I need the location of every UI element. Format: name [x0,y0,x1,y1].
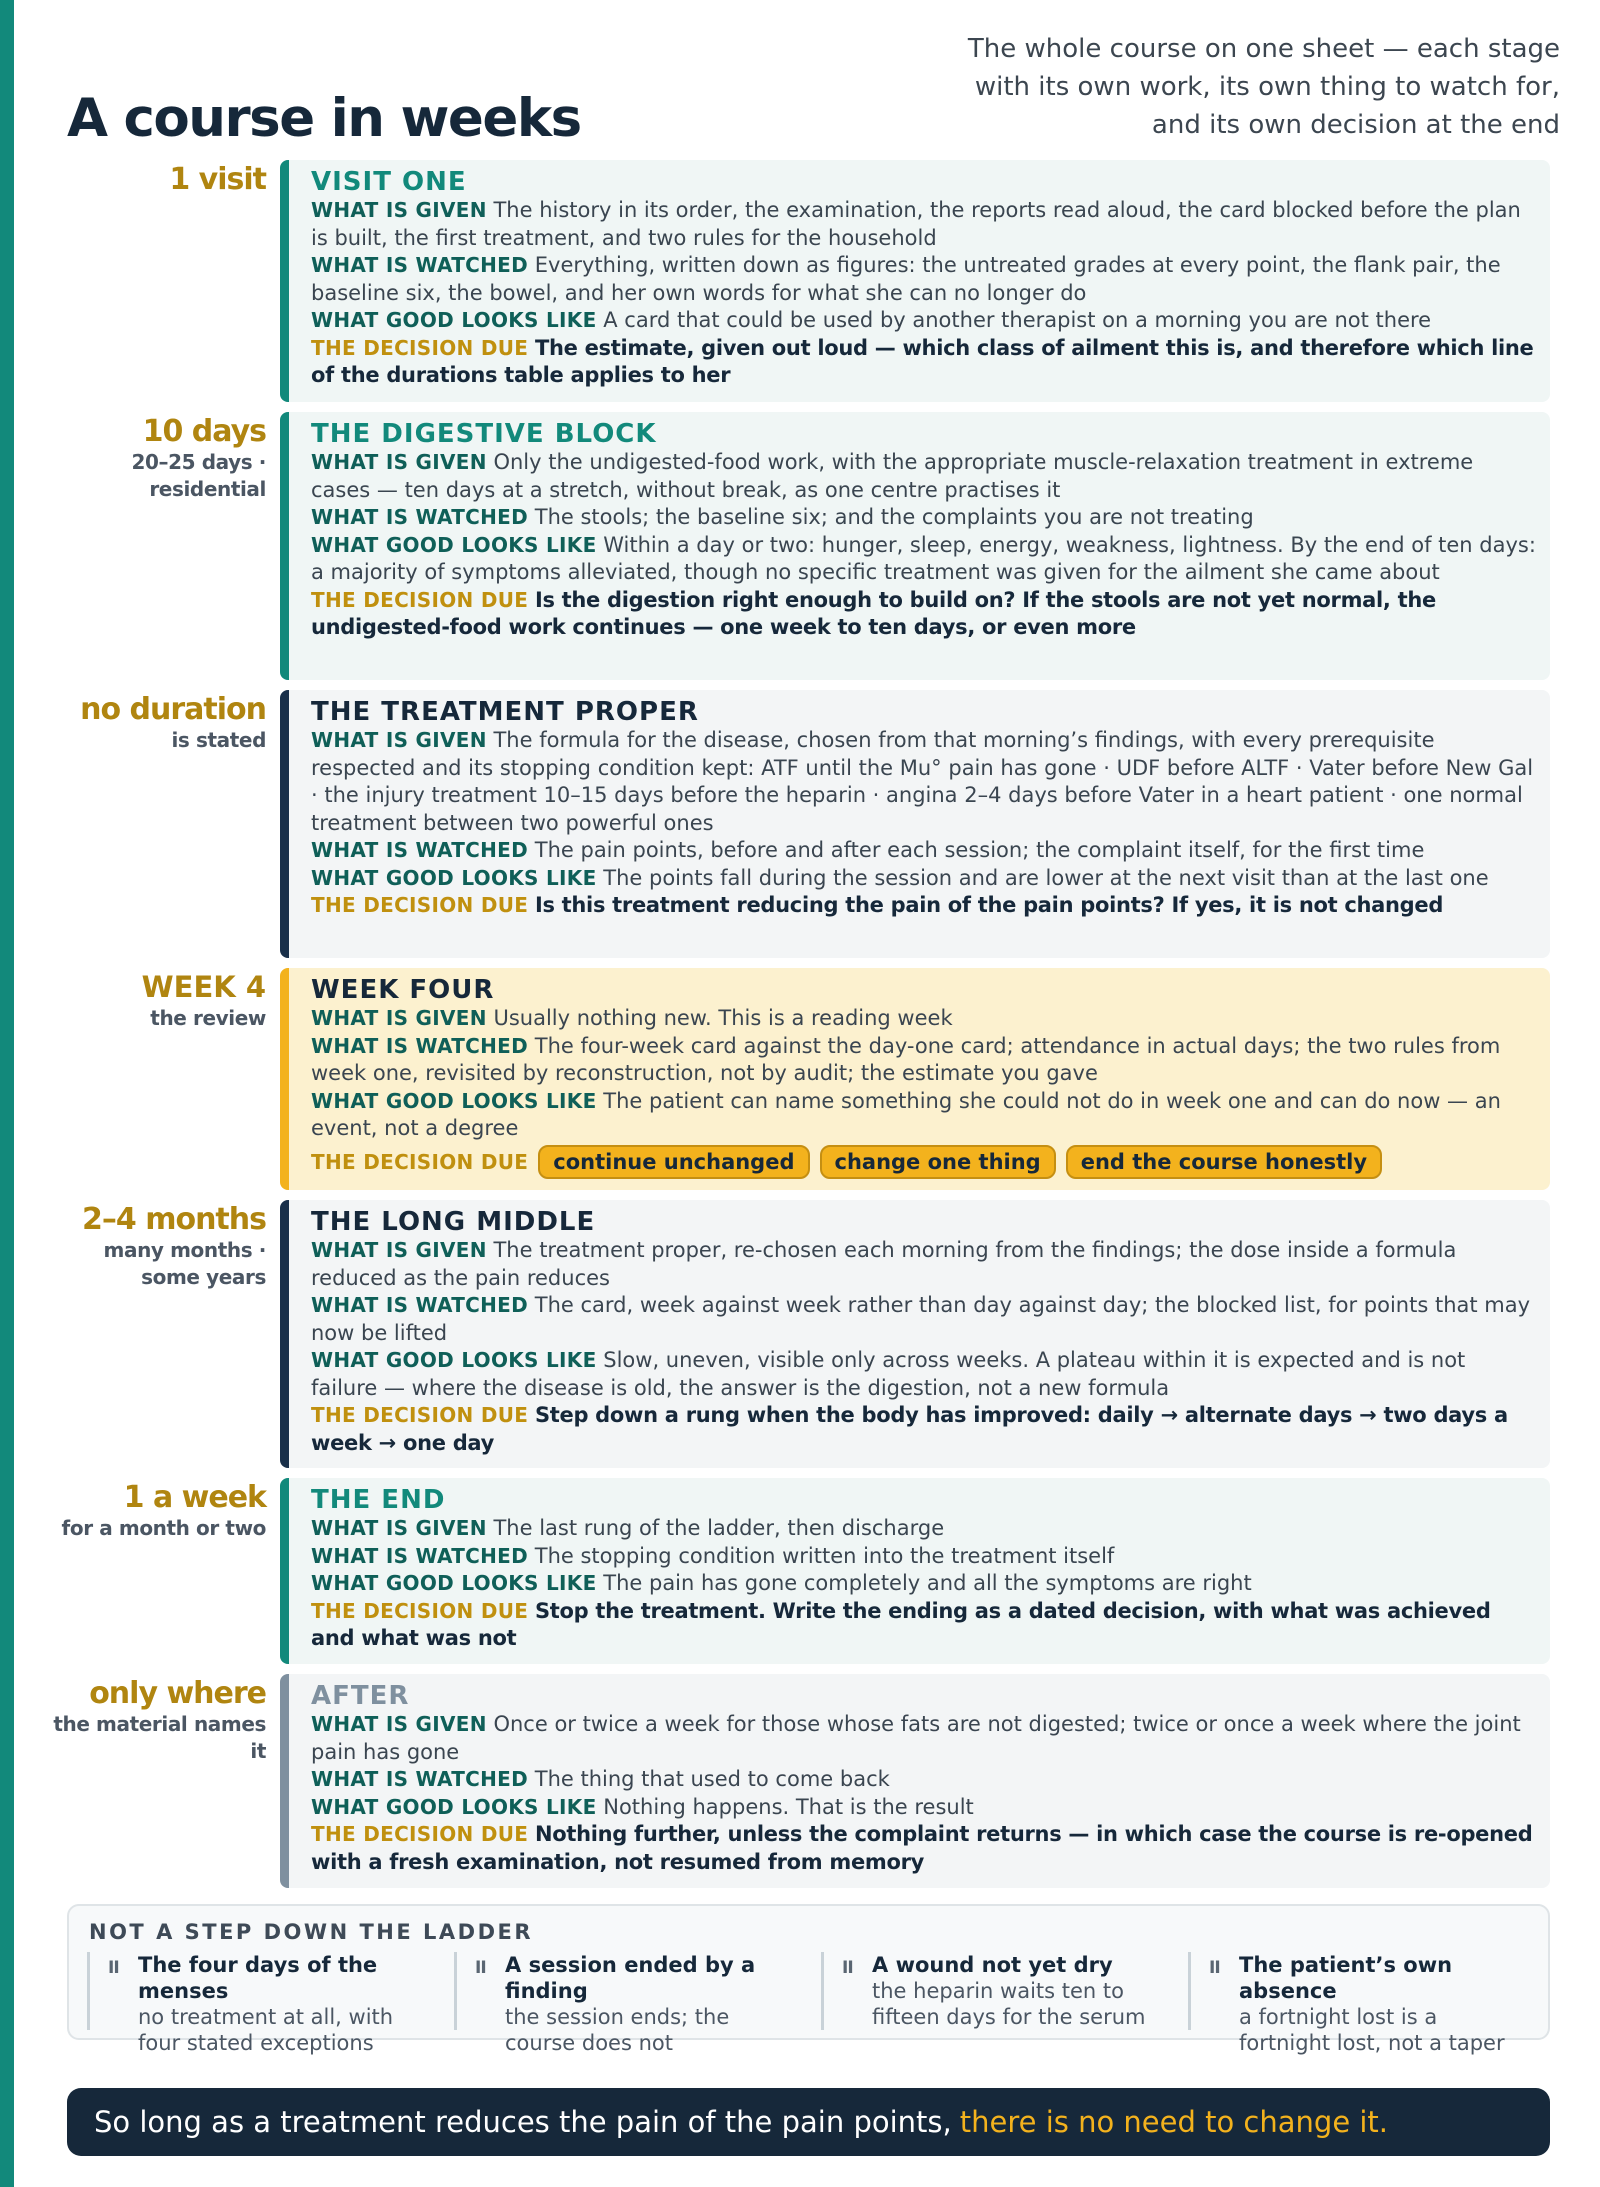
watched-key: WHAT IS WATCHED [311,1033,529,1058]
given-row [311,1711,1536,1766]
duration-main: 10 days [142,414,266,449]
stage-title: VISIT ONE [311,167,467,197]
decision-text: Is this treatment reducing the pain of the pain points? If yes, it is not changed [534,893,1444,917]
duration-main: no duration [80,692,266,727]
good-key: WHAT GOOD LOOKS LIKE [311,1088,597,1113]
good-row [311,1794,1536,1822]
good-key: WHAT GOOD LOOKS LIKE [311,1348,597,1372]
given-row [311,197,1536,252]
decision-key: THE DECISION DUE [311,1822,529,1846]
item-text: no treatment at all, with four stated exceptions [138,2005,394,2055]
given-key: WHAT IS GIVEN [311,198,487,222]
decision-key: THE DECISION DUE [311,1598,529,1623]
given-row [311,1005,1536,1033]
good-text: The points fall during the session and are lower at the next visit than at the last one [603,865,1489,890]
given-text: Only the undigested-food work, with the appropriate muscle-relaxation treatment in extreme cases — ten days at a stretch, without break, as one centre practises it [311,450,1474,502]
decision-row [311,1145,1536,1179]
not-a-step-title: NOT A STEP DOWN THE LADDER [89,1920,534,1944]
decision-text: The estimate, given out loud — which class of ailment this is, and therefore which line of the durations table applies to her [311,335,1534,387]
stage-title: AFTER [311,1681,410,1711]
duration-sub: many months · some years [103,1238,266,1289]
watched-text: The stopping condition written into the treatment itself [534,1543,1115,1568]
watched-row [311,252,1536,307]
watched-row [311,1766,1536,1794]
page-header [67,30,1560,160]
good-row [311,1570,1536,1598]
given-text: Once or twice a week for those whose fats are not digested; twice or once a week where the joint pain has gone [311,1712,1521,1764]
duration-sub: for a month or two [61,1516,266,1540]
decision-text: Is the digestion right enough to build on? If the stools are not yet normal, the undigested-food work continues — one week to ten days, or even more [311,587,1436,639]
item-heading: The four days of the menses [138,1953,378,2003]
footer-highlight: there is no need to change it. [959,2105,1389,2139]
watched-row [311,1543,1536,1571]
duration-main: 2–4 months [82,1202,266,1237]
given-key: WHAT IS GIVEN [311,728,487,752]
given-text: The last rung of the ladder, then discharge [493,1516,945,1540]
pause-icon: II [475,1958,486,1978]
watched-text: The four-week card against the day-one card; attendance in actual days; the two rules from week one, revisited by reconstruction, not by audit; the estimate you gave [311,1033,1501,1085]
stage-duration-label [40,1202,266,1291]
pause-icon: II [1209,1958,1220,1978]
good-text: The pain has gone completely and all the symptoms are right [603,1571,1252,1595]
item-heading: A session ended by a finding [505,1953,756,2003]
given-text: The history in its order, the examination, the reports read aloud, the card blocked before the plan is built, the first treatment, and two rules for the household [311,198,1521,250]
good-row [311,1088,1536,1143]
not-a-step-item [87,1952,417,2055]
pause-icon: II [842,1958,853,1978]
item-text: a fortnight lost is a fortnight lost, not a taper [1239,2005,1505,2055]
watched-text: Everything, written down as figures: the untreated grades at every point, the flank pair, the baseline six, the bowel, and her own words for what she can no longer do [311,253,1501,305]
stage-card [280,1200,1550,1468]
stage-duration-label [40,1480,266,1542]
decision-row [311,1598,1536,1653]
stage-duration-label [40,162,266,197]
good-row [311,307,1536,335]
stage-title: THE TREATMENT PROPER [311,697,699,727]
duration-sub: 20–25 days · residential [131,450,266,501]
duration-main: 1 visit [169,162,266,197]
footer-text: So long as a treatment reduces the pain of the pain points, [94,2105,952,2139]
decision-option-continue: continue unchanged [538,1145,809,1179]
given-key: WHAT IS GIVEN [311,450,487,474]
watched-text: The pain points, before and after each session; the complaint itself, for the first time [534,838,1425,862]
stage-card [280,1674,1550,1888]
duration-sub: the material names it [53,1712,266,1763]
stage-card [280,160,1550,402]
given-key: WHAT IS GIVEN [311,1712,487,1736]
given-key: WHAT IS GIVEN [311,1006,487,1030]
given-row [311,1515,1536,1543]
watched-key: WHAT IS WATCHED [311,1767,529,1791]
stage-duration-label [40,692,266,754]
stage-duration-label [40,970,266,1032]
stage-duration-label [40,1676,266,1765]
stage-card [280,968,1550,1190]
decision-key: THE DECISION DUE [311,893,529,917]
page-title: A course in weeks [67,88,581,149]
stage-title: THE DIGESTIVE BLOCK [311,419,657,449]
duration-main: WEEK 4 [141,970,266,1004]
good-key: WHAT GOOD LOOKS LIKE [311,865,597,890]
good-key: WHAT GOOD LOOKS LIKE [311,308,597,332]
watched-key: WHAT IS WATCHED [311,253,529,277]
decision-text: Stop the treatment. Write the ending as a dated decision, with what was achieved and what was not [311,1598,1491,1650]
decision-key: THE DECISION DUE [311,587,529,612]
good-key: WHAT GOOD LOOKS LIKE [311,1571,597,1595]
given-text: The treatment proper, re-chosen each morning from the findings; the dose inside a formula reduced as the pain reduces [311,1238,1457,1290]
given-key: WHAT IS GIVEN [311,1516,487,1540]
good-text: Nothing happens. That is the result [603,1794,974,1819]
decision-row [311,1821,1536,1876]
watched-text: The thing that used to come back [534,1767,890,1791]
decision-row [311,892,1536,920]
not-a-step-item [1188,1952,1518,2055]
good-text: The patient can name something she could not do in week one and can do now — an event, not a degree [311,1088,1501,1140]
item-text: the heparin waits ten to fifteen days for the serum [872,1979,1146,2029]
stage-card [280,412,1550,680]
stage-card [280,690,1550,958]
good-row [311,532,1536,587]
decision-text: Step down a rung when the body has improved: daily → alternate days → two days a week → one day [311,1403,1508,1455]
given-key: WHAT IS GIVEN [311,1238,487,1262]
item-text: the session ends; the course does not [505,2005,730,2055]
given-row [311,727,1536,837]
good-text: A card that could be used by another therapist on a morning you are not there [603,308,1432,332]
decision-option-end: end the course honestly [1066,1145,1382,1179]
footer-banner [67,2088,1550,2156]
watched-row [311,837,1536,865]
decision-row [311,335,1536,390]
given-text: The formula for the disease, chosen from that morning’s findings, with every prerequisite respected and its stopping condition kept: ATF until the Mu° pain has gone · UDF before ALTF · Vater before New Gal · the injury treatment 10–15 days before the heparin · angina 2–4 days before Vater in a heart patient · one normal treatment between two powerful ones [311,728,1534,835]
watched-key: WHAT IS WATCHED [311,505,529,529]
good-key: WHAT GOOD LOOKS LIKE [311,532,597,557]
watched-key: WHAT IS WATCHED [311,1543,529,1568]
pause-icon: II [108,1958,119,1978]
side-accent-band [0,0,14,2187]
stage-duration-label [40,414,266,503]
decision-text: Nothing further, unless the complaint returns — in which case the course is re-opened with a fresh examination, not resumed from memory [311,1822,1533,1874]
watched-row [311,1033,1536,1088]
not-a-step-item [821,1952,1151,2030]
watched-row [311,504,1536,532]
good-key: WHAT GOOD LOOKS LIKE [311,1794,597,1819]
decision-key: THE DECISION DUE [311,1149,529,1174]
decision-row [311,587,1536,642]
item-heading: The patient’s own absence [1239,1953,1453,2003]
stage-card [280,1478,1550,1664]
page-intro: The whole course on one sheet — each stage with its own work, its own thing to watch for, and its own decision at the end [967,34,1560,140]
decision-key: THE DECISION DUE [311,1403,529,1427]
given-row [311,449,1536,504]
watched-row [311,1292,1536,1347]
not-a-step-panel [67,1904,1550,2055]
watched-key: WHAT IS WATCHED [311,838,529,862]
decision-option-change: change one thing [820,1145,1056,1179]
decision-row [311,1402,1536,1457]
stage-title: WEEK FOUR [311,975,495,1005]
duration-sub: is stated [171,728,266,752]
good-text: Within a day or two: hunger, sleep, energy, weakness, lightness. By the end of ten days: a majority of symptoms alleviated, though no specific treatment was given for the ailment she came about [311,532,1536,584]
given-text: Usually nothing new. This is a reading week [493,1006,953,1030]
good-row [311,1347,1536,1402]
duration-sub: the review [150,1006,266,1030]
good-text: Slow, uneven, visible only across weeks. A plateau within it is expected and is not failure — where the disease is old, the answer is the digestion, not a new formula [311,1348,1466,1400]
given-row [311,1237,1536,1292]
duration-main: 1 a week [123,1480,266,1515]
decision-key: THE DECISION DUE [311,335,529,360]
watched-text: The stools; the baseline six; and the complaints you are not treating [534,505,1254,529]
duration-main: only where [89,1676,266,1711]
stage-title: THE END [311,1485,446,1515]
watched-key: WHAT IS WATCHED [311,1293,529,1317]
not-a-step-item [454,1952,784,2055]
stage-title: THE LONG MIDDLE [311,1207,596,1237]
item-heading: A wound not yet dry [872,1953,1113,1977]
good-row [311,865,1536,893]
watched-text: The card, week against week rather than day against day; the blocked list, for points that may now be lifted [311,1293,1531,1345]
